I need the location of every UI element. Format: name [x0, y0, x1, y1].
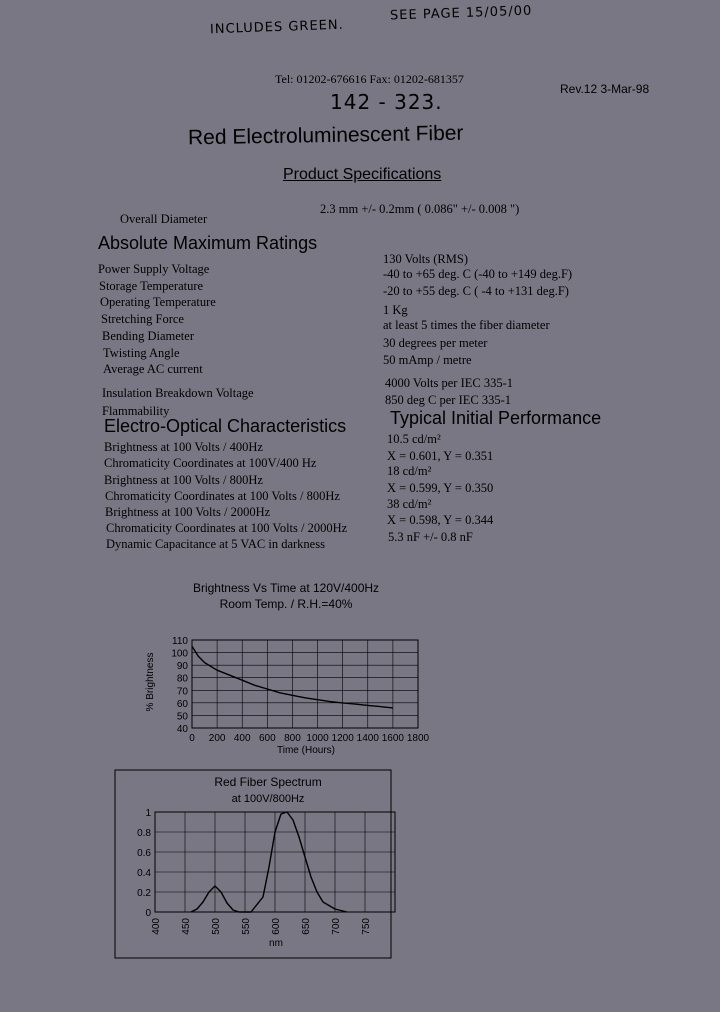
overall-diameter-value: 2.3 mm +/- 0.2mm ( 0.086" +/- 0.008 ") — [320, 202, 520, 216]
x-tick-label: 650 — [301, 918, 312, 935]
x-tick-label: 700 — [331, 918, 342, 935]
y-tick-label: 60 — [176, 698, 188, 710]
x-tick-label: 400 — [233, 733, 251, 744]
overall-diameter-label: Overall Diameter — [120, 212, 208, 226]
spectrum-chart — [137, 808, 395, 935]
y-tick-label: 100 — [171, 648, 188, 660]
x-tick-label: 600 — [271, 918, 282, 935]
eo-label: Dynamic Capacitance at 5 VAC in darkness — [106, 537, 325, 551]
eo-value: 38 cd/m² — [387, 497, 432, 511]
contact-line: Tel: 01202-676616 Fax: 01202-681357 — [275, 72, 464, 86]
eo-value: X = 0.598, Y = 0.344 — [387, 513, 494, 527]
eo-label: Chromaticity Coordinates at 100 Volts / 800Hz — [105, 489, 340, 503]
absolute-max-heading: Absolute Maximum Ratings — [98, 233, 318, 253]
y-tick-label: 1 — [145, 808, 151, 819]
chart1-subtitle: Room Temp. / R.H.=40% — [219, 597, 353, 611]
handwritten-part-number: 142 - 323. — [330, 90, 443, 114]
spec-value: -20 to +55 deg. C ( -4 to +131 deg.F) — [383, 284, 569, 298]
spec-label: Average AC current — [103, 362, 203, 376]
brightness-chart — [171, 636, 429, 744]
y-tick-label: 110 — [172, 636, 188, 647]
document-subtitle: Product Specifications — [283, 166, 442, 183]
eo-value: 18 cd/m² — [387, 464, 432, 478]
spec-value: -40 to +65 deg. C (-40 to +149 deg.F) — [383, 267, 573, 281]
spec-label: Insulation Breakdown Voltage — [102, 386, 254, 400]
document-title: Red Electroluminescent Fiber — [187, 121, 464, 150]
electro-optical-heading: Electro-Optical Characteristics — [104, 416, 347, 436]
y-tick-label: 0 — [145, 908, 151, 919]
eo-value: 10.5 cd/m² — [387, 432, 441, 446]
series-line — [191, 812, 347, 912]
x-tick-label: 600 — [258, 733, 276, 744]
x-tick-label: 550 — [241, 918, 252, 935]
spec-value: 130 Volts (RMS) — [383, 252, 468, 266]
y-tick-label: 0.6 — [137, 848, 151, 859]
chart2-subtitle: at 100V/800Hz — [231, 793, 305, 805]
x-tick-label: 500 — [211, 918, 222, 935]
spec-label: Operating Temperature — [100, 295, 216, 309]
eo-label: Chromaticity Coordinates at 100 Volts / 2000Hz — [106, 521, 348, 535]
typical-performance-heading: Typical Initial Performance — [390, 408, 602, 428]
chart1-title: Brightness Vs Time at 120V/400Hz — [192, 581, 380, 595]
y-tick-label: 40 — [176, 724, 188, 735]
spec-value: 1 Kg — [383, 303, 408, 317]
revision-label: Rev.12 3-Mar-98 — [560, 82, 650, 96]
spec-value: 4000 Volts per IEC 335-1 — [385, 376, 514, 390]
x-tick-label: 400 — [151, 918, 162, 935]
y-tick-label: 70 — [176, 686, 188, 698]
spec-label: Flammability — [102, 404, 170, 418]
spec-label: Storage Temperature — [99, 279, 204, 293]
chart2-title: Red Fiber Spectrum — [214, 775, 322, 789]
chart1-xlabel: Time (Hours) — [277, 745, 335, 756]
x-tick-label: 800 — [284, 733, 301, 744]
handwritten-note-includes-green: INCLUDES GREEN. — [209, 17, 344, 38]
spec-value: at least 5 times the fiber diameter — [383, 318, 550, 332]
handwritten-note-see-page: SEE PAGE 15/05/00 — [389, 3, 533, 24]
spec-value: 30 degrees per meter — [383, 336, 488, 350]
x-tick-label: 200 — [208, 733, 226, 744]
x-tick-label: 1600 — [381, 733, 405, 744]
x-tick-label: 1000 — [306, 733, 329, 744]
chart2-xlabel: nm — [269, 938, 283, 949]
x-tick-label: 750 — [361, 918, 372, 935]
chart1-ylabel: % Brightness — [145, 652, 156, 712]
x-tick-label: 450 — [181, 918, 192, 935]
y-tick-label: 90 — [176, 661, 188, 673]
spec-value: 50 mAmp / metre — [383, 353, 472, 367]
plot-area — [192, 640, 418, 728]
spec-label: Twisting Angle — [103, 346, 180, 360]
eo-value: 5.3 nF +/- 0.8 nF — [388, 530, 473, 544]
eo-label: Chromaticity Coordinates at 100V/400 Hz — [104, 456, 317, 470]
eo-value: X = 0.599, Y = 0.350 — [387, 481, 494, 495]
spec-label: Stretching Force — [101, 312, 184, 326]
spec-value: 850 deg C per IEC 335-1 — [385, 393, 512, 407]
y-tick-label: 0.8 — [137, 828, 151, 839]
eo-label: Brightness at 100 Volts / 400Hz — [104, 440, 263, 454]
eo-value: X = 0.601, Y = 0.351 — [387, 449, 494, 463]
y-tick-label: 0.4 — [137, 868, 151, 879]
x-tick-label: 1400 — [356, 733, 379, 744]
eo-label: Brightness at 100 Volts / 2000Hz — [105, 505, 271, 519]
y-tick-label: 50 — [176, 711, 188, 723]
spec-label: Power Supply Voltage — [98, 262, 210, 276]
x-tick-label: 1200 — [331, 733, 354, 744]
eo-label: Brightness at 100 Volts / 800Hz — [104, 473, 263, 487]
x-tick-label: 0 — [189, 733, 195, 744]
y-tick-label: 0.2 — [137, 888, 151, 899]
spec-label: Bending Diameter — [102, 329, 194, 343]
x-tick-label: 1800 — [406, 733, 430, 744]
y-tick-label: 80 — [176, 673, 188, 685]
